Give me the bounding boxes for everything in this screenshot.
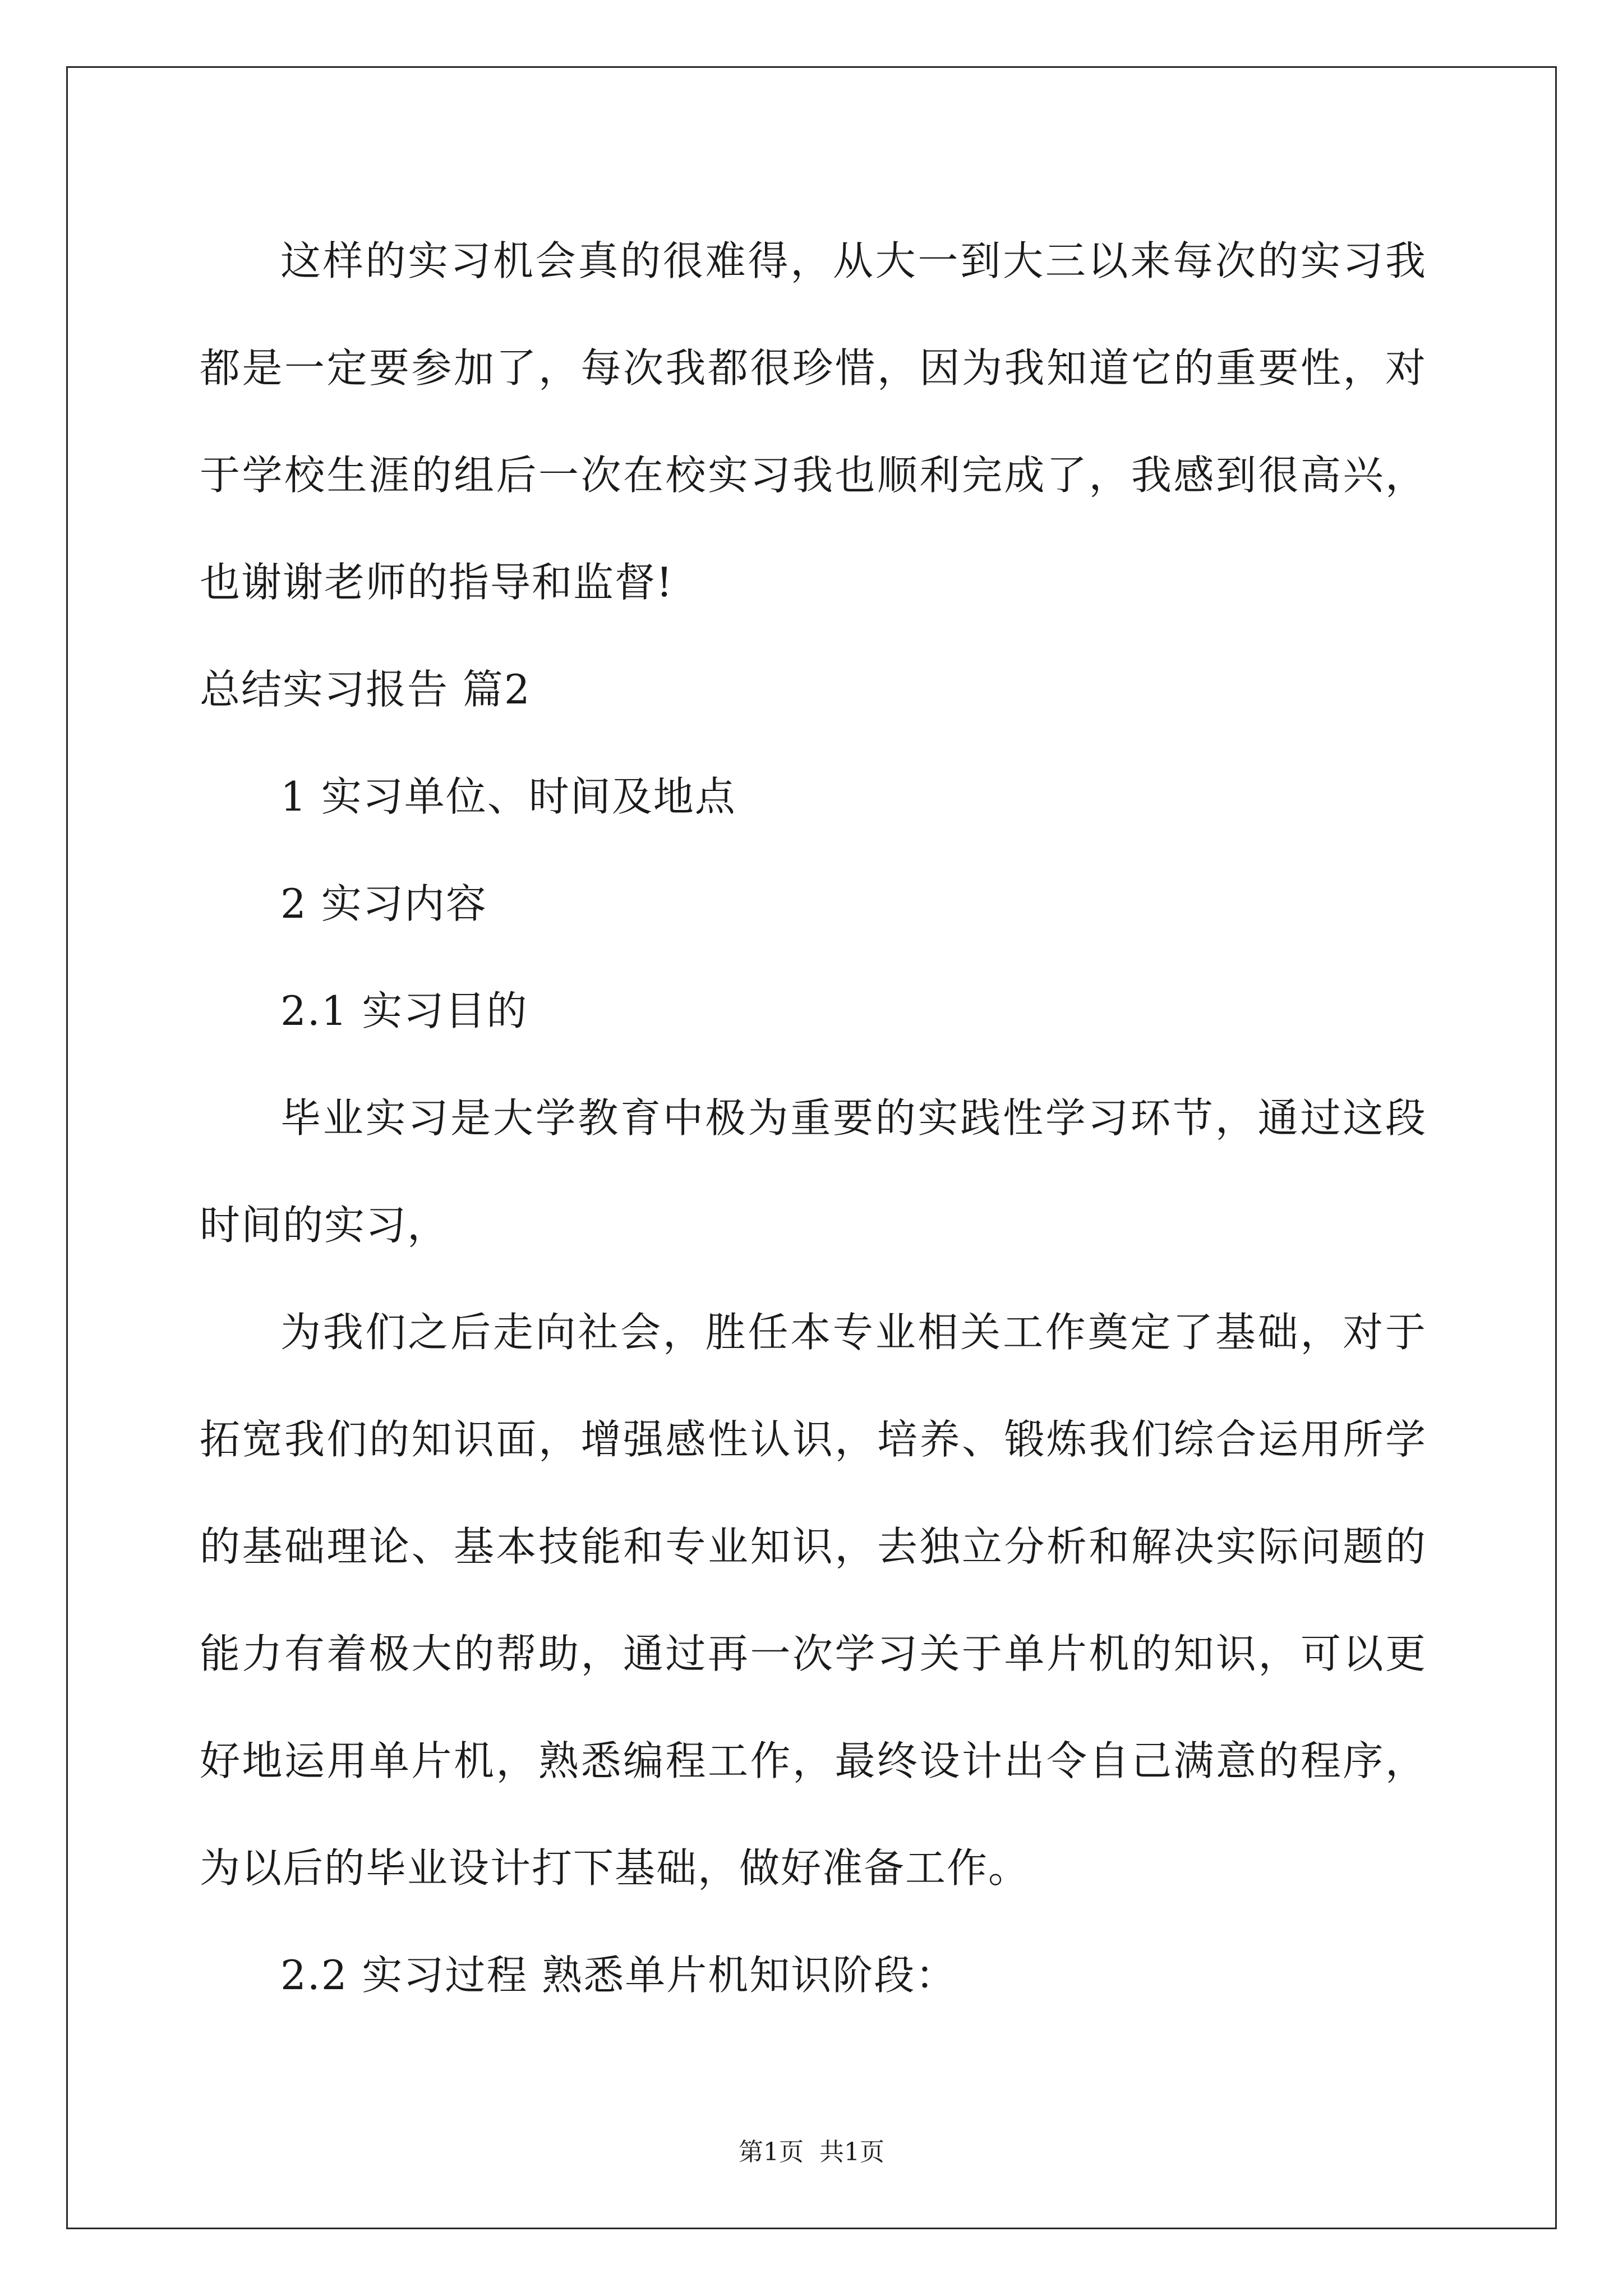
paragraph-purpose-2: 为我们之后走向社会，胜任本专业相关工作奠定了基础，对于拓宽我们的知识面，增强感性认识，培养、锻炼我们综合运用所学的基础理论、基本技能和专业知识，去独立分析和解决实际问题的能力有着极大的帮助，通过再一次学习关于单片机的知识，可以更好地运用单片机，熟悉编程工作，最终设计出令自己满意的程序，为以后的毕业设计打下基础，做好准备工作。 xyxy=(200,1309,1427,1892)
paragraph-item-1: 1 实习单位、时间及地点 xyxy=(280,773,736,820)
page-footer xyxy=(0,2132,1623,2168)
paragraph-item-2-1: 2.1 实习目的 xyxy=(280,987,528,1034)
document-body xyxy=(200,208,1427,2029)
paragraph-purpose-1: 毕业实习是大学教育中极为重要的实践性学习环节，通过这段时间的实习， xyxy=(200,1094,1427,1249)
paragraph-1: 这样的实习机会真的很难得，从大一到大三以来每次的实习我都是一定要参加了，每次我都很珍惜，因为我知道它的重要性，对于学校生涯的组后一次在校实习我也顺利完成了，我感到很高兴，也谢谢老师的指导和监督! xyxy=(200,237,1427,606)
section-heading: 总结实习报告 篇2 xyxy=(200,666,531,713)
paragraph-item-2: 2 实习内容 xyxy=(280,880,487,927)
page-total: 共1页 xyxy=(819,2138,884,2166)
page-number: 第1页 xyxy=(739,2138,804,2166)
paragraph-item-2-2: 2.2 实习过程 熟悉单片机知识阶段： xyxy=(280,1952,957,1999)
